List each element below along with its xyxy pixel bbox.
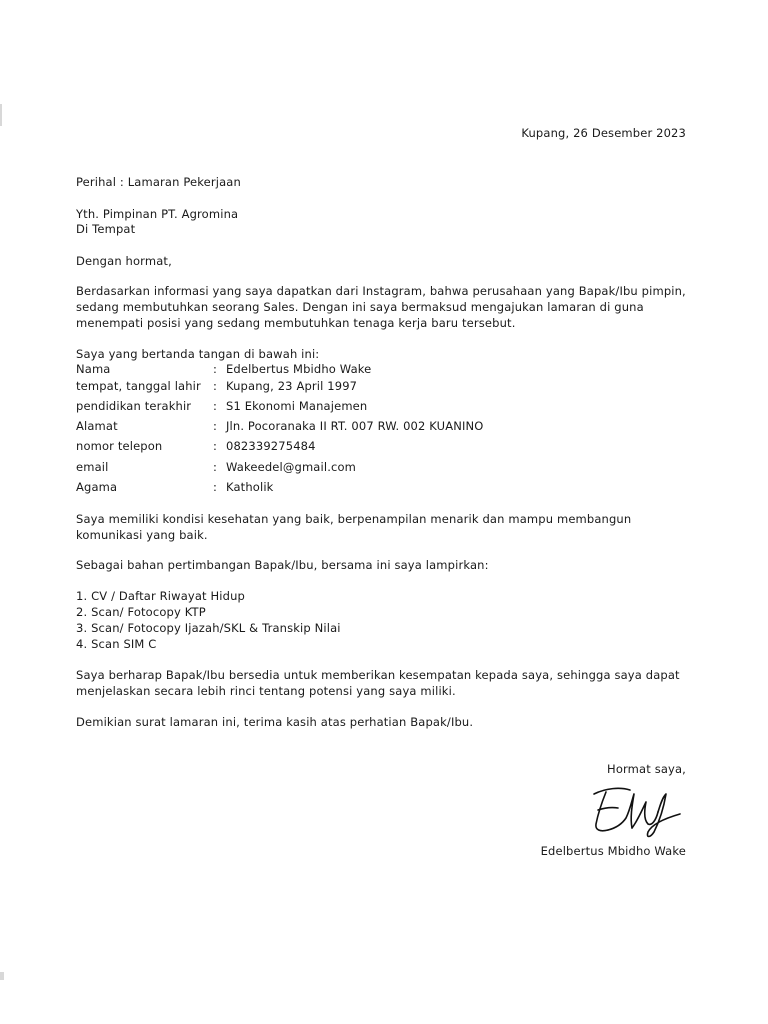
detail-separator: : [213, 439, 218, 453]
detail-separator: : [213, 480, 218, 494]
attachment-item: 4. Scan SIM C [76, 637, 157, 651]
detail-label: Nama [76, 362, 111, 376]
detail-value: 082339275484 [226, 439, 316, 453]
attachment-item: 2. Scan/ Fotocopy KTP [76, 605, 206, 619]
detail-separator: : [213, 379, 218, 393]
closing-line: Demikian surat lamaran ini, terima kasih atas perhatian Bapak/Ibu. [76, 715, 474, 729]
recipient-line-2: Di Tempat [76, 222, 136, 236]
undersigned-line: Saya yang bertanda tangan di bawah ini: [76, 347, 320, 361]
place-date: Kupang, 26 Desember 2023 [521, 126, 686, 140]
detail-value: Jln. Pocoranaka II RT. 007 RW. 002 KUANINO [226, 419, 484, 433]
attachment-item: 1. CV / Daftar Riwayat Hidup [76, 589, 245, 603]
detail-value: Edelbertus Mbidho Wake [226, 362, 372, 376]
detail-value: Katholik [226, 480, 274, 494]
detail-separator: : [213, 419, 218, 433]
attachment-item: 3. Scan/ Fotocopy Ijazah/SKL & Transkip Nilai [76, 621, 341, 635]
subject-line: Perihal : Lamaran Pekerjaan [76, 175, 241, 189]
detail-label: email [76, 460, 109, 474]
detail-label: Agama [76, 480, 118, 494]
detail-value: Kupang, 23 April 1997 [226, 379, 358, 393]
detail-separator: : [213, 399, 218, 413]
detail-separator: : [213, 460, 218, 474]
detail-label: Alamat [76, 419, 118, 433]
greeting: Dengan hormat, [76, 254, 172, 268]
scan-edge-mark-top [0, 104, 2, 126]
attachments-intro: Sebagai bahan pertimbangan Bapak/Ibu, bersama ini saya lampirkan: [76, 558, 489, 572]
hope-paragraph: Saya berharap Bapak/Ibu bersedia untuk memberikan kesempatan kepada saya, sehingga saya dapat menjelaskan secara lebih rinci tentang potensi yang saya miliki. [76, 668, 680, 698]
detail-label: pendidikan terakhir [76, 399, 192, 413]
signer-name: Edelbertus Mbidho Wake [540, 844, 686, 858]
detail-value: S1 Ekonomi Manajemen [226, 399, 368, 413]
detail-label: tempat, tanggal lahir [76, 379, 201, 393]
detail-separator: : [213, 362, 218, 376]
intro-paragraph: Berdasarkan informasi yang saya dapatkan dari Instagram, bahwa perusahaan yang Bapak/Ibu pimpin, sedang membutuhkan seorang Sales. Dengan ini saya bermaksud mengajukan lamaran di guna menempati posisi yang sedang membutuhkan tenaga kerja baru tersebut. [76, 284, 686, 330]
health-paragraph: Saya memiliki kondisi kesehatan yang baik, berpenampilan menarik dan mampu membangun komunikasi yang baik. [76, 512, 632, 542]
recipient-line-1: Yth. Pimpinan PT. Agromina [76, 207, 239, 221]
sign-off: Hormat saya, [607, 762, 686, 776]
scan-edge-mark-bottom [0, 972, 4, 980]
detail-value: Wakeedel@gmail.com [226, 460, 357, 474]
detail-label: nomor telepon [76, 439, 163, 453]
handwritten-signature [586, 784, 686, 840]
